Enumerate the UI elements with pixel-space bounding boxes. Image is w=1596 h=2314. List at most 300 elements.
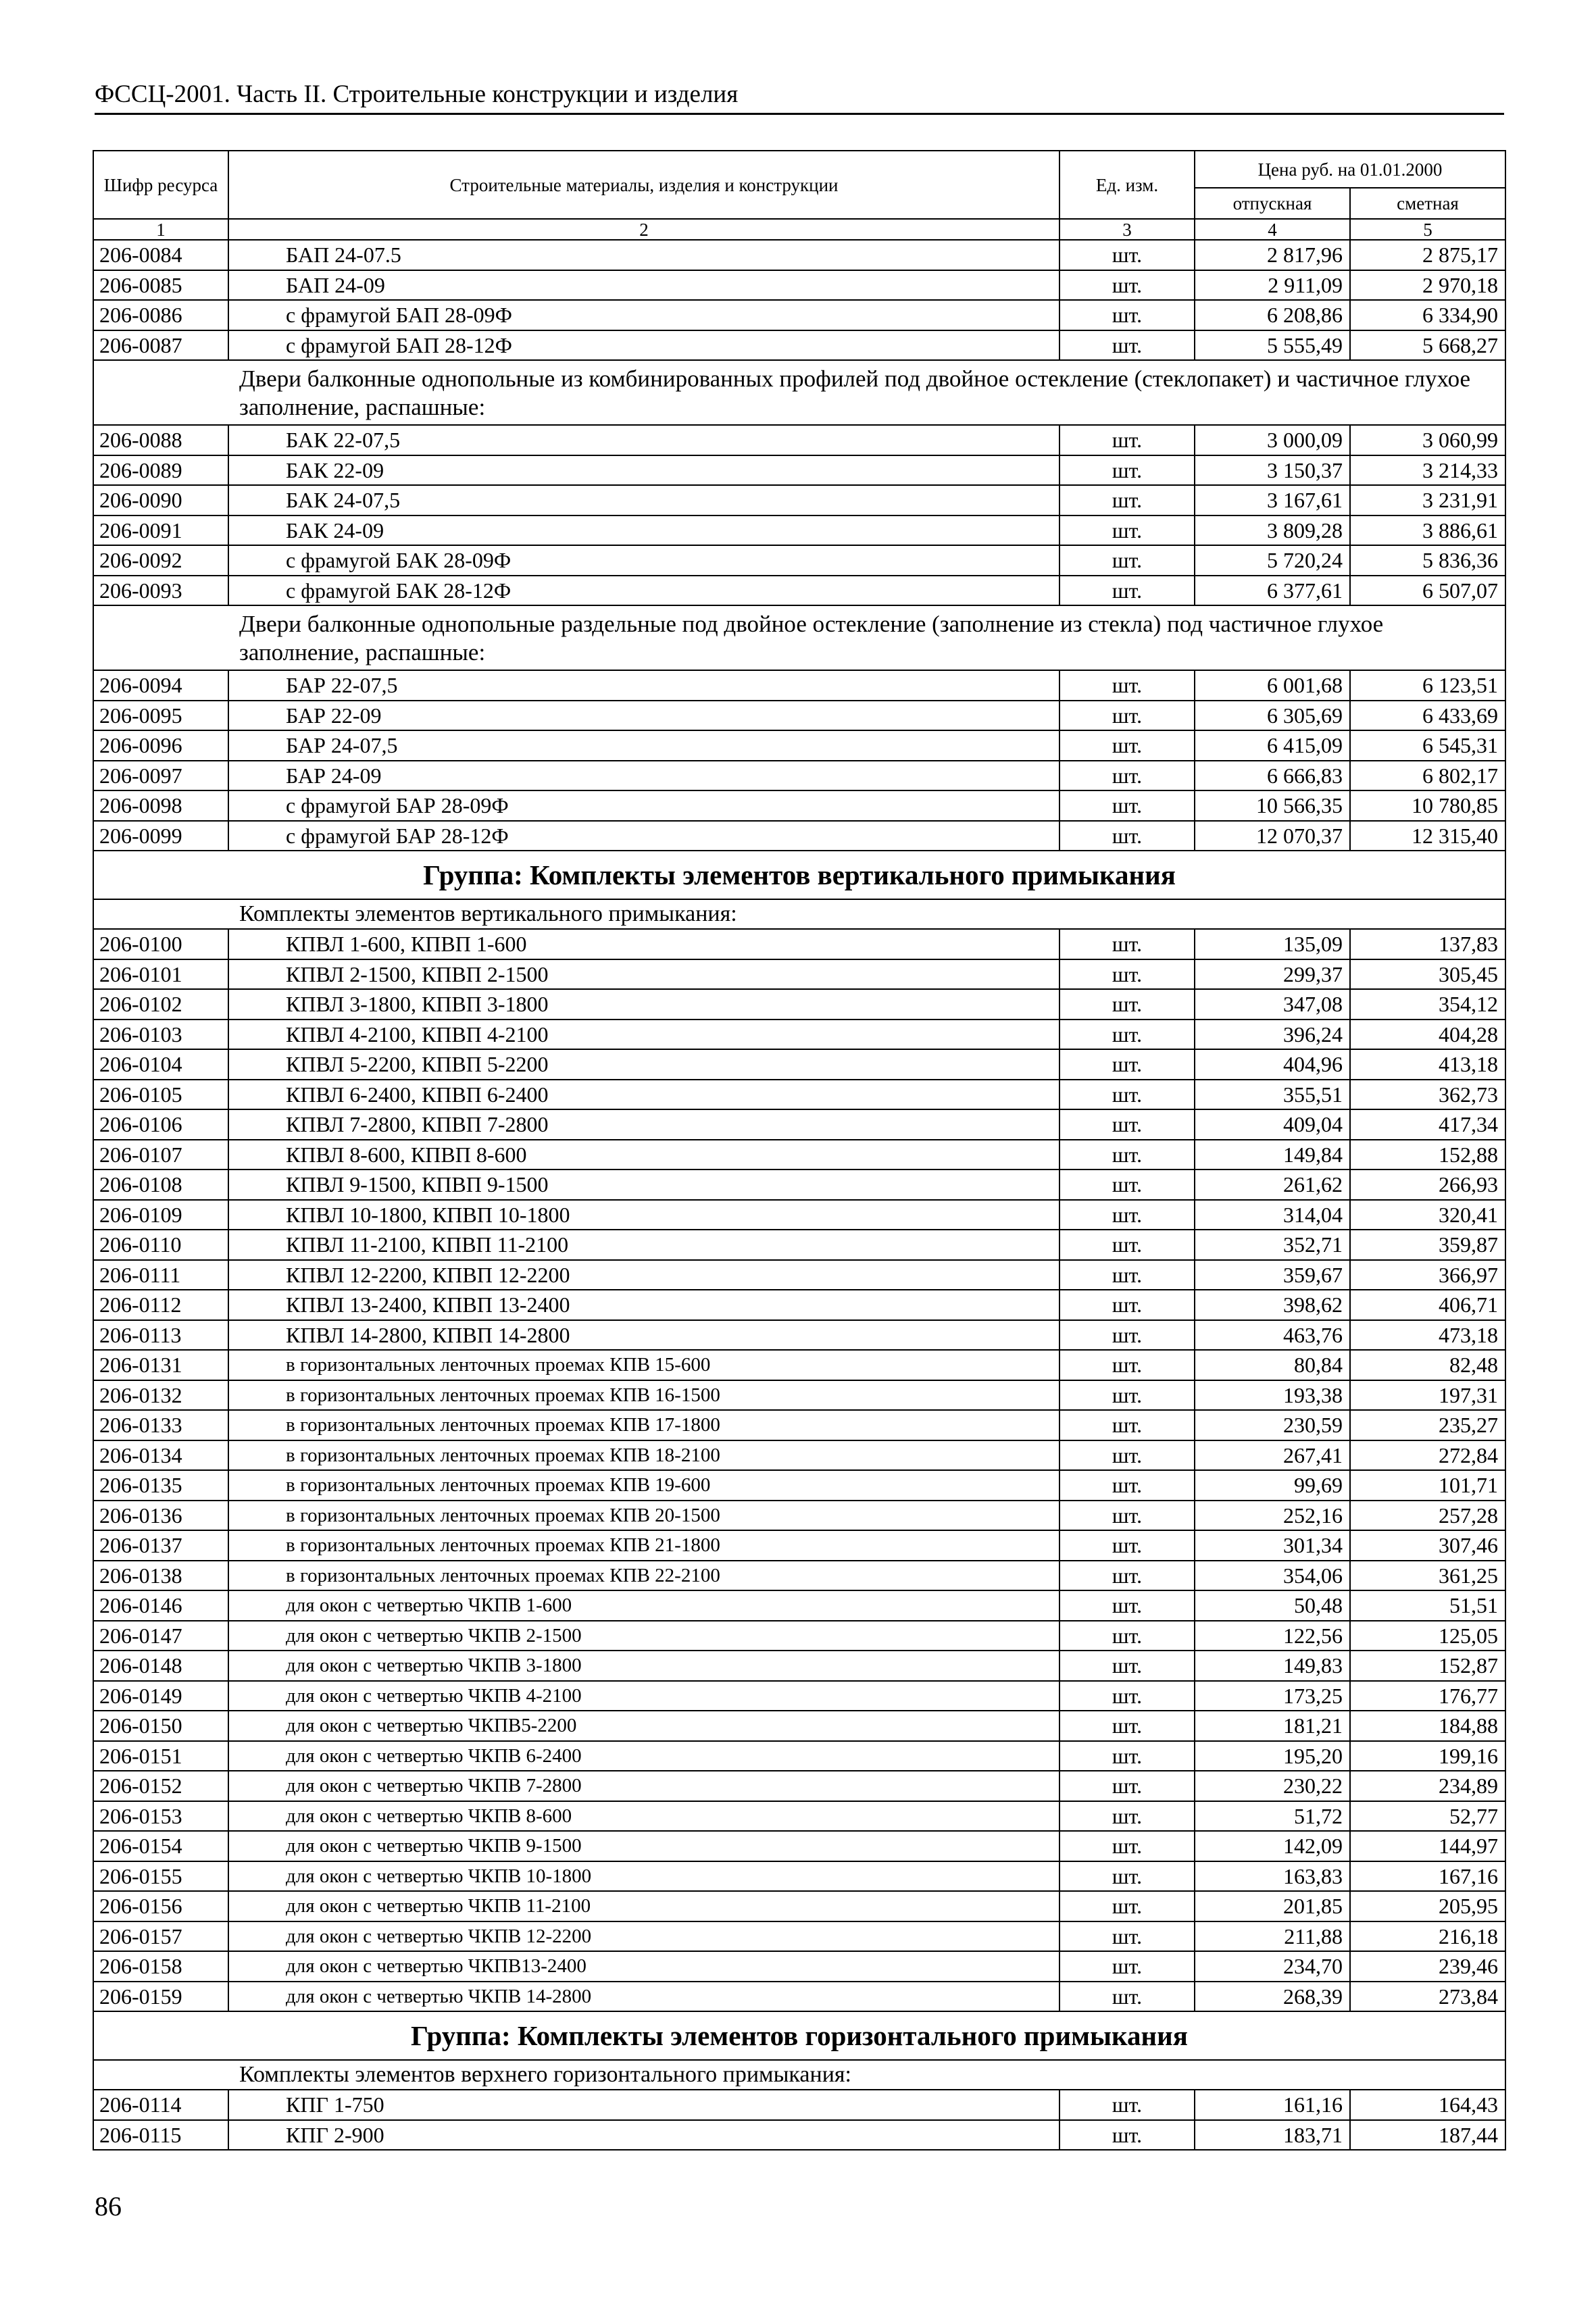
estimate-price-cell: 305,45 <box>1350 959 1505 990</box>
estimate-price-cell: 152,87 <box>1350 1651 1505 1681</box>
price-table-container <box>93 150 1505 2150</box>
release-price-cell: 149,84 <box>1195 1140 1350 1170</box>
release-price-cell: 463,76 <box>1195 1320 1350 1351</box>
unit-cell: шт. <box>1059 1290 1195 1320</box>
resource-code-cell: 206-0155 <box>93 1861 228 1892</box>
release-price-cell: 3 167,61 <box>1195 485 1350 515</box>
resource-code-cell: 206-0151 <box>93 1741 228 1771</box>
resource-code-cell: 206-0135 <box>93 1470 228 1501</box>
table-row <box>93 1410 1505 1440</box>
unit-cell: шт. <box>1059 1350 1195 1380</box>
table-row <box>93 1109 1505 1140</box>
resource-code-cell: 206-0154 <box>93 1831 228 1861</box>
unit-cell: шт. <box>1059 730 1195 761</box>
release-price-cell: 80,84 <box>1195 1350 1350 1380</box>
resource-code-cell: 206-0131 <box>93 1350 228 1380</box>
table-row <box>93 790 1505 821</box>
unit-cell: шт. <box>1059 1831 1195 1861</box>
table-row <box>93 989 1505 1020</box>
item-name-cell: КПВЛ 6-2400, КПВП 6-2400 <box>228 1080 1059 1110</box>
release-price-cell: 50,48 <box>1195 1590 1350 1621</box>
header-price-group: Цена руб. на 01.01.2000 <box>1195 151 1505 188</box>
resource-code-cell: 206-0100 <box>93 929 228 959</box>
resource-code-cell: 206-0134 <box>93 1440 228 1471</box>
release-price-cell: 193,38 <box>1195 1380 1350 1411</box>
item-name-cell: в горизонтальных ленточных проемах КПВ 16-1500 <box>228 1380 1059 1411</box>
unit-cell: шт. <box>1059 1621 1195 1651</box>
resource-code-cell: 206-0156 <box>93 1891 228 1921</box>
unit-cell: шт. <box>1059 1801 1195 1832</box>
group-row <box>93 2011 1505 2060</box>
resource-code-cell: 206-0101 <box>93 959 228 990</box>
unit-cell: шт. <box>1059 670 1195 701</box>
resource-code-cell: 206-0146 <box>93 1590 228 1621</box>
resource-code-cell: 206-0102 <box>93 989 228 1020</box>
table-row <box>93 1530 1505 1561</box>
resource-code-cell: 206-0114 <box>93 2090 228 2120</box>
header-unit: Ед. изм. <box>1059 151 1195 219</box>
resource-code-cell: 206-0108 <box>93 1169 228 1200</box>
item-name-cell: в горизонтальных ленточных проемах КПВ 21-1800 <box>228 1530 1059 1561</box>
item-name-cell: в горизонтальных ленточных проемах КПВ 19-600 <box>228 1470 1059 1501</box>
resource-code-cell: 206-0103 <box>93 1020 228 1050</box>
item-name-cell: КПГ 2-900 <box>228 2120 1059 2150</box>
table-row <box>93 1380 1505 1411</box>
table-row <box>93 576 1505 606</box>
unit-cell: шт. <box>1059 1410 1195 1440</box>
table-row <box>93 1831 1505 1861</box>
table-row <box>93 670 1505 701</box>
table-row <box>93 1440 1505 1471</box>
estimate-price-cell: 234,89 <box>1350 1771 1505 1801</box>
release-price-cell: 5 720,24 <box>1195 545 1350 576</box>
resource-code-cell: 206-0106 <box>93 1109 228 1140</box>
estimate-price-cell: 152,88 <box>1350 1140 1505 1170</box>
table-row <box>93 485 1505 515</box>
unit-cell: шт. <box>1059 1501 1195 1531</box>
release-price-cell: 12 070,37 <box>1195 821 1350 851</box>
item-name-cell: для окон с четвертью ЧКПВ 8-600 <box>228 1801 1059 1832</box>
estimate-price-cell: 5 668,27 <box>1350 330 1505 361</box>
unit-cell: шт. <box>1059 1741 1195 1771</box>
unit-cell: шт. <box>1059 1561 1195 1591</box>
item-name-cell: БАР 24-09 <box>228 761 1059 791</box>
estimate-price-cell: 354,12 <box>1350 989 1505 1020</box>
unit-cell: шт. <box>1059 1590 1195 1621</box>
release-price-cell: 135,09 <box>1195 929 1350 959</box>
resource-code-cell: 206-0104 <box>93 1049 228 1080</box>
estimate-price-cell: 235,27 <box>1350 1410 1505 1440</box>
group-heading: Группа: Комплекты элементов горизонтального примыкания <box>93 2011 1505 2060</box>
section-heading: Двери балконные однопольные раздельные под двойное остекление (заполнение из стекла) под частичное глухое заполнение, распашные: <box>93 605 1505 670</box>
resource-code-cell: 206-0099 <box>93 821 228 851</box>
release-price-cell: 149,83 <box>1195 1651 1350 1681</box>
release-price-cell: 230,22 <box>1195 1771 1350 1801</box>
page-title: ФССЦ-2001. Часть II. Строительные конструкции и изделия <box>95 80 739 108</box>
table-row <box>93 1049 1505 1080</box>
estimate-price-cell: 6 123,51 <box>1350 670 1505 701</box>
item-name-cell: КПВЛ 9-1500, КПВП 9-1500 <box>228 1169 1059 1200</box>
table-row <box>93 515 1505 546</box>
release-price-cell: 122,56 <box>1195 1621 1350 1651</box>
resource-code-cell: 206-0157 <box>93 1921 228 1952</box>
unit-cell: шт. <box>1059 1230 1195 1260</box>
group-row <box>93 851 1505 899</box>
section-row <box>93 360 1505 425</box>
release-price-cell: 5 555,49 <box>1195 330 1350 361</box>
resource-code-cell: 206-0138 <box>93 1561 228 1591</box>
estimate-price-cell: 164,43 <box>1350 2090 1505 2120</box>
resource-code-cell: 206-0092 <box>93 545 228 576</box>
item-name-cell: КПВЛ 14-2800, КПВП 14-2800 <box>228 1320 1059 1351</box>
release-price-cell: 234,70 <box>1195 1951 1350 1982</box>
column-numbers-row <box>93 219 1505 240</box>
resource-code-cell: 206-0158 <box>93 1951 228 1982</box>
unit-cell: шт. <box>1059 1380 1195 1411</box>
estimate-price-cell: 167,16 <box>1350 1861 1505 1892</box>
estimate-price-cell: 6 545,31 <box>1350 730 1505 761</box>
estimate-price-cell: 216,18 <box>1350 1921 1505 1952</box>
resource-code-cell: 206-0085 <box>93 270 228 301</box>
estimate-price-cell: 366,97 <box>1350 1260 1505 1290</box>
table-row <box>93 1982 1505 2012</box>
release-price-cell: 301,34 <box>1195 1530 1350 1561</box>
estimate-price-cell: 417,34 <box>1350 1109 1505 1140</box>
estimate-price-cell: 82,48 <box>1350 1350 1505 1380</box>
release-price-cell: 299,37 <box>1195 959 1350 990</box>
resource-code-cell: 206-0095 <box>93 701 228 731</box>
unit-cell: шт. <box>1059 1140 1195 1170</box>
estimate-price-cell: 6 433,69 <box>1350 701 1505 731</box>
release-price-cell: 359,67 <box>1195 1260 1350 1290</box>
table-row <box>93 330 1505 361</box>
page-number: 86 <box>95 2191 122 2221</box>
table-row <box>93 730 1505 761</box>
resource-code-cell: 206-0148 <box>93 1651 228 1681</box>
unit-cell: шт. <box>1059 1530 1195 1561</box>
estimate-price-cell: 2 970,18 <box>1350 270 1505 301</box>
table-head <box>93 151 1505 240</box>
column-number: 5 <box>1350 219 1505 240</box>
item-name-cell: БАР 22-07,5 <box>228 670 1059 701</box>
resource-code-cell: 206-0091 <box>93 515 228 546</box>
release-price-cell: 99,69 <box>1195 1470 1350 1501</box>
estimate-price-cell: 272,84 <box>1350 1440 1505 1471</box>
table-row <box>93 1470 1505 1501</box>
table-row <box>93 1711 1505 1741</box>
estimate-price-cell: 197,31 <box>1350 1380 1505 1411</box>
table-row <box>93 1200 1505 1230</box>
resource-code-cell: 206-0147 <box>93 1621 228 1651</box>
resource-code-cell: 206-0152 <box>93 1771 228 1801</box>
item-name-cell: с фрамугой БАР 28-12Ф <box>228 821 1059 851</box>
item-name-cell: для окон с четвертью ЧКПВ 6-2400 <box>228 1741 1059 1771</box>
item-name-cell: КПВЛ 4-2100, КПВП 4-2100 <box>228 1020 1059 1050</box>
unit-cell: шт. <box>1059 701 1195 731</box>
unit-cell: шт. <box>1059 425 1195 455</box>
item-name-cell: с фрамугой БАР 28-09Ф <box>228 790 1059 821</box>
unit-cell: шт. <box>1059 989 1195 1020</box>
unit-cell: шт. <box>1059 1982 1195 2012</box>
item-name-cell: в горизонтальных ленточных проемах КПВ 18-2100 <box>228 1440 1059 1471</box>
unit-cell: шт. <box>1059 2090 1195 2120</box>
item-name-cell: с фрамугой БАП 28-12Ф <box>228 330 1059 361</box>
item-name-cell: для окон с четвертью ЧКПВ 10-1800 <box>228 1861 1059 1892</box>
release-price-cell: 161,16 <box>1195 2090 1350 2120</box>
release-price-cell: 2 817,96 <box>1195 240 1350 270</box>
release-price-cell: 211,88 <box>1195 1921 1350 1952</box>
estimate-price-cell: 199,16 <box>1350 1741 1505 1771</box>
price-table <box>93 150 1506 2150</box>
unit-cell: шт. <box>1059 270 1195 301</box>
item-name-cell: КПВЛ 7-2800, КПВП 7-2800 <box>228 1109 1059 1140</box>
resource-code-cell: 206-0090 <box>93 485 228 515</box>
item-name-cell: КПВЛ 11-2100, КПВП 11-2100 <box>228 1230 1059 1260</box>
table-row <box>93 701 1505 731</box>
item-name-cell: для окон с четвертью ЧКПВ 4-2100 <box>228 1681 1059 1711</box>
table-row <box>93 300 1505 330</box>
estimate-price-cell: 101,71 <box>1350 1470 1505 1501</box>
estimate-price-cell: 257,28 <box>1350 1501 1505 1531</box>
table-row <box>93 1169 1505 1200</box>
estimate-price-cell: 359,87 <box>1350 1230 1505 1260</box>
table-row <box>93 1771 1505 1801</box>
unit-cell: шт. <box>1059 576 1195 606</box>
item-name-cell: БАК 24-09 <box>228 515 1059 546</box>
item-name-cell: для окон с четвертью ЧКПВ 3-1800 <box>228 1651 1059 1681</box>
estimate-price-cell: 2 875,17 <box>1350 240 1505 270</box>
item-name-cell: для окон с четвертью ЧКПВ 14-2800 <box>228 1982 1059 2012</box>
item-name-cell: КПВЛ 1-600, КПВП 1-600 <box>228 929 1059 959</box>
release-price-cell: 3 000,09 <box>1195 425 1350 455</box>
resource-code-cell: 206-0159 <box>93 1982 228 2012</box>
unit-cell: шт. <box>1059 1711 1195 1741</box>
table-row <box>93 455 1505 486</box>
estimate-price-cell: 144,97 <box>1350 1831 1505 1861</box>
release-price-cell: 347,08 <box>1195 989 1350 1020</box>
unit-cell: шт. <box>1059 515 1195 546</box>
unit-cell: шт. <box>1059 2120 1195 2150</box>
header-rule <box>95 113 1504 115</box>
table-row <box>93 425 1505 455</box>
table-row <box>93 929 1505 959</box>
resource-code-cell: 206-0098 <box>93 790 228 821</box>
estimate-price-cell: 307,46 <box>1350 1530 1505 1561</box>
table-row <box>93 1020 1505 1050</box>
unit-cell: шт. <box>1059 1080 1195 1110</box>
item-name-cell: КПВЛ 12-2200, КПВП 12-2200 <box>228 1260 1059 1290</box>
table-row <box>93 1290 1505 1320</box>
release-price-cell: 409,04 <box>1195 1109 1350 1140</box>
estimate-price-cell: 51,51 <box>1350 1590 1505 1621</box>
table-row <box>93 761 1505 791</box>
unit-cell: шт. <box>1059 790 1195 821</box>
unit-cell: шт. <box>1059 1320 1195 1351</box>
table-row <box>93 1651 1505 1681</box>
resource-code-cell: 206-0115 <box>93 2120 228 2150</box>
estimate-price-cell: 3 060,99 <box>1350 425 1505 455</box>
table-body <box>93 240 1505 2150</box>
unit-cell: шт. <box>1059 1651 1195 1681</box>
item-name-cell: для окон с четвертью ЧКПВ 11-2100 <box>228 1891 1059 1921</box>
estimate-price-cell: 239,46 <box>1350 1951 1505 1982</box>
table-row <box>93 1741 1505 1771</box>
item-name-cell: в горизонтальных ленточных проемах КПВ 20-1500 <box>228 1501 1059 1531</box>
unit-cell: шт. <box>1059 485 1195 515</box>
table-row <box>93 1621 1505 1651</box>
item-name-cell: БАК 24-07,5 <box>228 485 1059 515</box>
item-name-cell: БАК 22-09 <box>228 455 1059 486</box>
resource-code-cell: 206-0107 <box>93 1140 228 1170</box>
unit-cell: шт. <box>1059 1020 1195 1050</box>
item-name-cell: с фрамугой БАК 28-12Ф <box>228 576 1059 606</box>
release-price-cell: 6 415,09 <box>1195 730 1350 761</box>
unit-cell: шт. <box>1059 821 1195 851</box>
release-price-cell: 201,85 <box>1195 1891 1350 1921</box>
header-price-estimate: сметная <box>1350 188 1505 219</box>
item-name-cell: КПВЛ 5-2200, КПВП 5-2200 <box>228 1049 1059 1080</box>
release-price-cell: 314,04 <box>1195 1200 1350 1230</box>
unit-cell: шт. <box>1059 959 1195 990</box>
item-name-cell: в горизонтальных ленточных проемах КПВ 22-2100 <box>228 1561 1059 1591</box>
unit-cell: шт. <box>1059 1891 1195 1921</box>
release-price-cell: 261,62 <box>1195 1169 1350 1200</box>
estimate-price-cell: 176,77 <box>1350 1681 1505 1711</box>
resource-code-cell: 206-0137 <box>93 1530 228 1561</box>
item-name-cell: КПГ 1-750 <box>228 2090 1059 2120</box>
item-name-cell: БАР 24-07,5 <box>228 730 1059 761</box>
table-row <box>93 2120 1505 2150</box>
estimate-price-cell: 266,93 <box>1350 1169 1505 1200</box>
column-number: 4 <box>1195 219 1350 240</box>
item-name-cell: БАК 22-07,5 <box>228 425 1059 455</box>
resource-code-cell: 206-0087 <box>93 330 228 361</box>
item-name-cell: с фрамугой БАК 28-09Ф <box>228 545 1059 576</box>
item-name-cell: БАР 22-09 <box>228 701 1059 731</box>
unit-cell: шт. <box>1059 1200 1195 1230</box>
estimate-price-cell: 6 507,07 <box>1350 576 1505 606</box>
column-number: 1 <box>93 219 228 240</box>
resource-code-cell: 206-0089 <box>93 455 228 486</box>
release-price-cell: 355,51 <box>1195 1080 1350 1110</box>
column-number: 3 <box>1059 219 1195 240</box>
release-price-cell: 142,09 <box>1195 1831 1350 1861</box>
release-price-cell: 3 809,28 <box>1195 515 1350 546</box>
estimate-price-cell: 362,73 <box>1350 1080 1505 1110</box>
estimate-price-cell: 10 780,85 <box>1350 790 1505 821</box>
release-price-cell: 3 150,37 <box>1195 455 1350 486</box>
unit-cell: шт. <box>1059 545 1195 576</box>
estimate-price-cell: 406,71 <box>1350 1290 1505 1320</box>
release-price-cell: 267,41 <box>1195 1440 1350 1471</box>
estimate-price-cell: 12 315,40 <box>1350 821 1505 851</box>
resource-code-cell: 206-0086 <box>93 300 228 330</box>
resource-code-cell: 206-0093 <box>93 576 228 606</box>
column-number: 2 <box>228 219 1059 240</box>
table-row <box>93 1230 1505 1260</box>
item-name-cell: для окон с четвертью ЧКПВ 1-600 <box>228 1590 1059 1621</box>
estimate-price-cell: 125,05 <box>1350 1621 1505 1651</box>
item-name-cell: в горизонтальных ленточных проемах КПВ 15-600 <box>228 1350 1059 1380</box>
release-price-cell: 163,83 <box>1195 1861 1350 1892</box>
unit-cell: шт. <box>1059 240 1195 270</box>
group-heading: Группа: Комплекты элементов вертикального примыкания <box>93 851 1505 899</box>
table-row <box>93 1350 1505 1380</box>
release-price-cell: 10 566,35 <box>1195 790 1350 821</box>
section-heading: Двери балконные однопольные из комбинированных профилей под двойное остекление (стеклопакет) и частичное глухое заполнение, распашные: <box>93 360 1505 425</box>
table-row <box>93 1260 1505 1290</box>
table-row <box>93 240 1505 270</box>
release-price-cell: 195,20 <box>1195 1741 1350 1771</box>
release-price-cell: 6 377,61 <box>1195 576 1350 606</box>
estimate-price-cell: 320,41 <box>1350 1200 1505 1230</box>
release-price-cell: 268,39 <box>1195 1982 1350 2012</box>
unit-cell: шт. <box>1059 1951 1195 1982</box>
header-price-release: отпускная <box>1195 188 1350 219</box>
release-price-cell: 354,06 <box>1195 1561 1350 1591</box>
unit-cell: шт. <box>1059 929 1195 959</box>
table-row <box>93 1801 1505 1832</box>
subgroup-row <box>93 2060 1505 2090</box>
release-price-cell: 173,25 <box>1195 1681 1350 1711</box>
unit-cell: шт. <box>1059 1260 1195 1290</box>
table-row <box>93 1921 1505 1952</box>
estimate-price-cell: 3 886,61 <box>1350 515 1505 546</box>
resource-code-cell: 206-0096 <box>93 730 228 761</box>
item-name-cell: для окон с четвертью ЧКПВ 9-1500 <box>228 1831 1059 1861</box>
item-name-cell: для окон с четвертью ЧКПВ 12-2200 <box>228 1921 1059 1952</box>
estimate-price-cell: 473,18 <box>1350 1320 1505 1351</box>
estimate-price-cell: 6 802,17 <box>1350 761 1505 791</box>
resource-code-cell: 206-0110 <box>93 1230 228 1260</box>
unit-cell: шт. <box>1059 1049 1195 1080</box>
item-name-cell: в горизонтальных ленточных проемах КПВ 17-1800 <box>228 1410 1059 1440</box>
subgroup-row <box>93 899 1505 929</box>
table-row <box>93 2090 1505 2120</box>
section-row <box>93 605 1505 670</box>
item-name-cell: для окон с четвертью ЧКПВ5-2200 <box>228 1711 1059 1741</box>
resource-code-cell: 206-0112 <box>93 1290 228 1320</box>
resource-code-cell: 206-0097 <box>93 761 228 791</box>
unit-cell: шт. <box>1059 1921 1195 1952</box>
estimate-price-cell: 137,83 <box>1350 929 1505 959</box>
estimate-price-cell: 3 231,91 <box>1350 485 1505 515</box>
release-price-cell: 181,21 <box>1195 1711 1350 1741</box>
estimate-price-cell: 273,84 <box>1350 1982 1505 2012</box>
header-name: Строительные материалы, изделия и конструкции <box>228 151 1059 219</box>
table-row <box>93 1320 1505 1351</box>
unit-cell: шт. <box>1059 1440 1195 1471</box>
unit-cell: шт. <box>1059 1109 1195 1140</box>
item-name-cell: с фрамугой БАП 28-09Ф <box>228 300 1059 330</box>
item-name-cell: БАП 24-09 <box>228 270 1059 301</box>
item-name-cell: КПВЛ 8-600, КПВП 8-600 <box>228 1140 1059 1170</box>
table-row <box>93 1561 1505 1591</box>
estimate-price-cell: 5 836,36 <box>1350 545 1505 576</box>
resource-code-cell: 206-0111 <box>93 1260 228 1290</box>
table-row <box>93 270 1505 301</box>
item-name-cell: КПВЛ 3-1800, КПВП 3-1800 <box>228 989 1059 1020</box>
resource-code-cell: 206-0109 <box>93 1200 228 1230</box>
resource-code-cell: 206-0088 <box>93 425 228 455</box>
table-row <box>93 1501 1505 1531</box>
unit-cell: шт. <box>1059 455 1195 486</box>
estimate-price-cell: 184,88 <box>1350 1711 1505 1741</box>
item-name-cell: КПВЛ 13-2400, КПВП 13-2400 <box>228 1290 1059 1320</box>
table-row <box>93 1891 1505 1921</box>
subgroup-heading: Комплекты элементов верхнего горизонтального примыкания: <box>93 2060 1505 2090</box>
resource-code-cell: 206-0149 <box>93 1681 228 1711</box>
